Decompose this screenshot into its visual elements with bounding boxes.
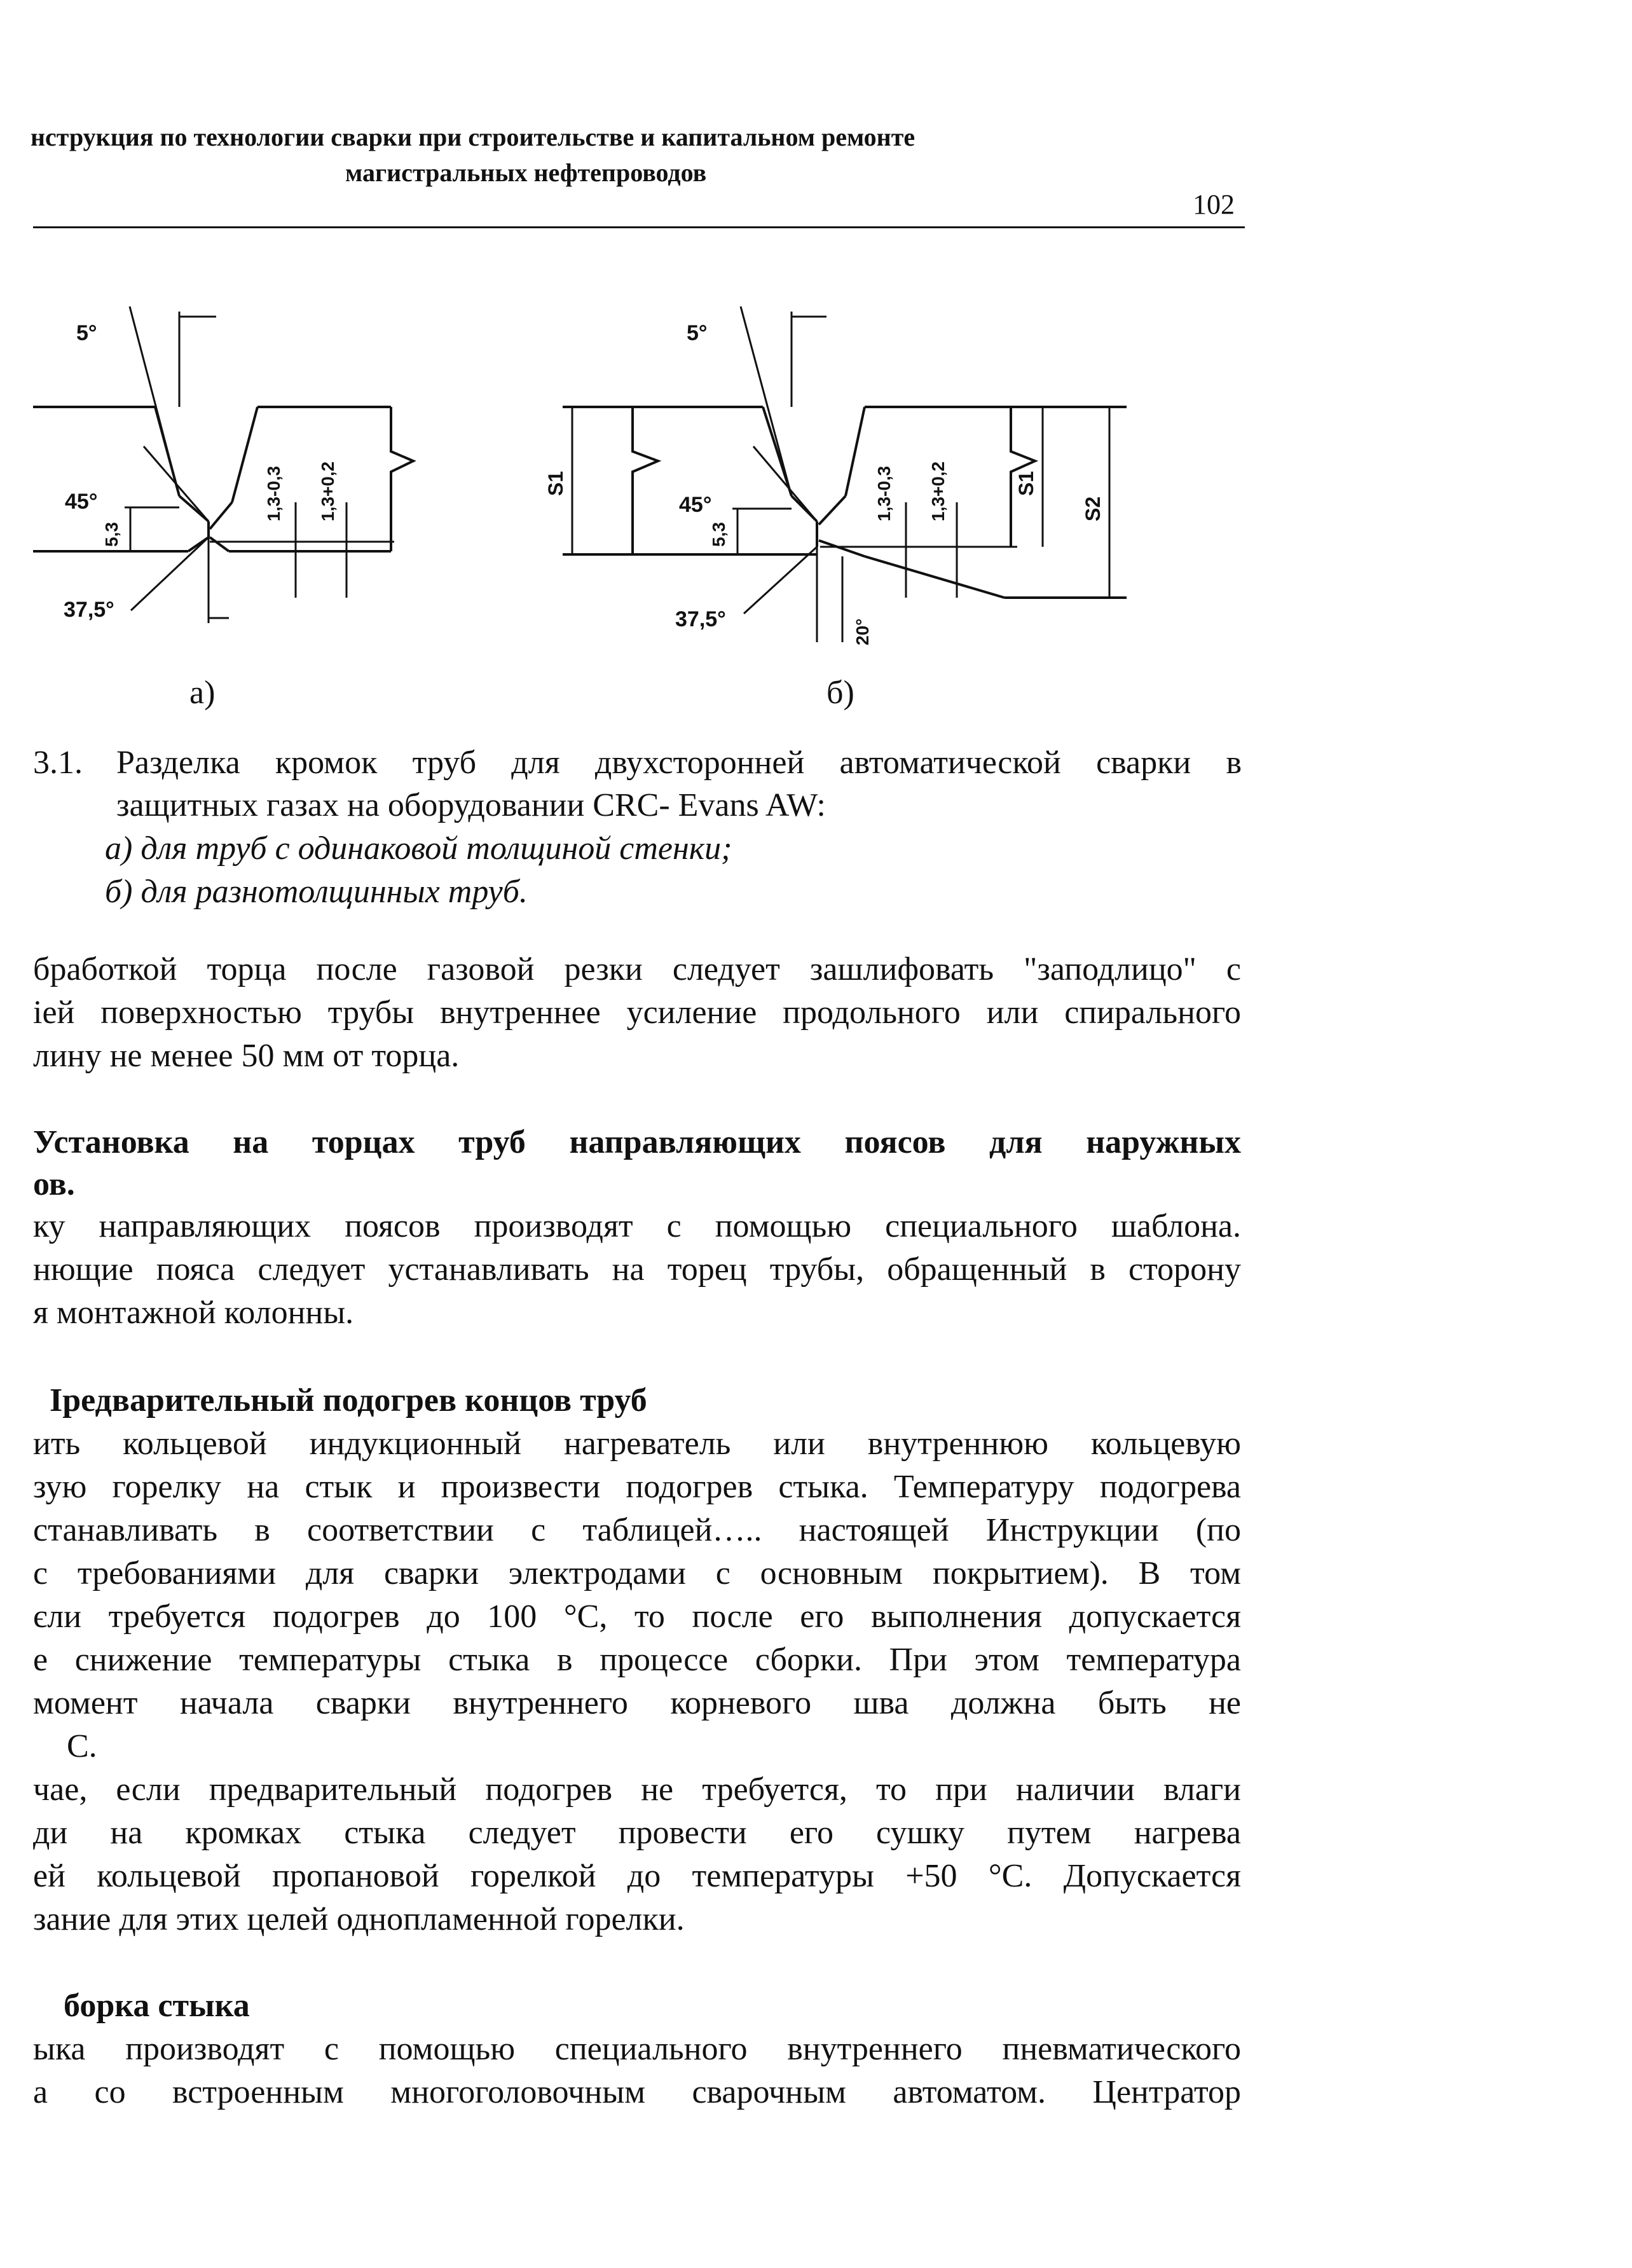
fig-b-s1-right: S1 — [1015, 471, 1038, 496]
figure-b-drawing — [563, 306, 1127, 642]
page-number: 102 — [1193, 189, 1235, 220]
fig-b-angle-taper: 20° — [853, 618, 872, 645]
figure-caption-number: 3.1. — [33, 745, 83, 781]
fig-b-s2: S2 — [1081, 496, 1104, 521]
section-heading: ов. — [33, 1166, 75, 1202]
fig-a-angle-bottom: 37,5° — [64, 598, 114, 622]
paragraph-line: е снижение температуры стыка в процессе сборки. При этом температура — [33, 1642, 1241, 1678]
paragraph-line: бработкой торца после газовой резки следует зашлифовать "заподлицо" с — [33, 951, 1241, 987]
fig-b-dim-land-pos: 1,3+0,2 — [928, 461, 948, 521]
fig-b-angle-mid: 45° — [679, 493, 712, 517]
fig-b-dim-root: 5,3 — [709, 522, 729, 547]
section-heading: Установка на торцах труб направляющих поясов для наружных — [33, 1124, 1241, 1160]
figure-b-label: б) — [826, 675, 854, 711]
paragraph-line: ди на кромках стыка следует провести его сушку путем нагрева — [33, 1815, 1241, 1851]
paragraph-line: а со встроенным многоголовочным сварочным автоматом. Центратор — [33, 2074, 1241, 2110]
paragraph-line: єли требуется подогрев до 100 °С, то после его выполнения допускается — [33, 1598, 1241, 1635]
paragraph-line: нющие пояса следует устанавливать на торец трубы, обращенный в сторону — [33, 1251, 1241, 1288]
fig-a-dim-land-pos: 1,3+0,2 — [318, 461, 338, 521]
figure-caption-line2: защитных газах на оборудовании CRC- Evans AW: — [116, 787, 826, 823]
fig-a-dim-land-neg: 1,3-0,3 — [264, 465, 284, 521]
fig-b-angle-bottom: 37,5° — [675, 607, 726, 631]
fig-a-dim-root: 5,3 — [102, 522, 121, 547]
fig-b-s1-left: S1 — [544, 471, 567, 496]
paragraph-line: лину не менее 50 мм от торца. — [33, 1038, 460, 1074]
section-heading: борка стыка — [64, 1988, 250, 2024]
figure-caption-line1: Разделка кромок труб для двухсторонней автоматической сварки в — [116, 745, 1242, 781]
fig-b-dim-land-neg: 1,3-0,3 — [874, 465, 894, 521]
figure-caption-item-a: а) для труб с одинаковой толщиной стенки; — [105, 830, 732, 867]
document-title-line2: магистральных нефтепроводов — [345, 158, 707, 187]
figure-a-label: а) — [189, 675, 216, 711]
paragraph-line: ей кольцевой пропановой горелкой до температуры +50 °С. Допускается — [33, 1858, 1241, 1894]
paragraph-line: станавливать в соответствии с таблицей….. настоящей Инструкции (по — [33, 1512, 1241, 1548]
paragraph-line: я монтажной колонны. — [33, 1295, 354, 1331]
fig-a-angle-mid: 45° — [65, 490, 98, 514]
fig-a-angle-top: 5° — [76, 321, 97, 345]
paragraph-line: ыка производят с помощью специального внутреннего пневматического — [33, 2031, 1241, 2067]
paragraph-line: чае, если предварительный подогрев не требуется, то при наличии влаги — [33, 1771, 1241, 1808]
paragraph-line: ку направляющих поясов производят с помощью специального шаблона. — [33, 1208, 1241, 1244]
paragraph-line: зание для этих целей однопламенной горелки. — [33, 1901, 685, 1937]
paragraph-line: іей поверхностью трубы внутреннее усиление продольного или спирального — [33, 994, 1241, 1031]
header-rule — [33, 226, 1245, 228]
figure-a-drawing — [33, 306, 413, 623]
section-heading: Іредварительный подогрев концов труб — [50, 1382, 647, 1419]
fig-b-angle-top: 5° — [687, 321, 708, 345]
paragraph-line: С. — [67, 1728, 97, 1764]
paragraph-line: ить кольцевой индукционный нагреватель или внутреннюю кольцевую — [33, 1426, 1241, 1462]
paragraph-line: с требованиями для сварки электродами с основным покрытием). В том — [33, 1555, 1241, 1591]
paragraph-line: зую горелку на стык и произвести подогрев стыка. Температуру подогрева — [33, 1469, 1241, 1505]
paragraph-line: момент начала сварки внутреннего корневого шва должна быть не — [33, 1685, 1241, 1721]
figure-caption-item-b: б) для разнотолщинных труб. — [105, 874, 528, 910]
document-title-line1: нструкция по технологии сварки при строительстве и капитальном ремонте — [31, 123, 915, 151]
